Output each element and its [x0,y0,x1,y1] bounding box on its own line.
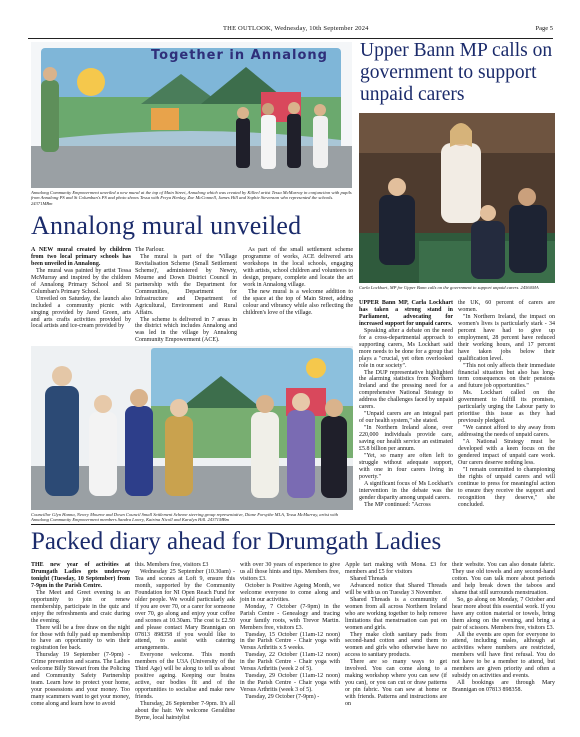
mural-headline: Annalong mural unveiled [31,211,302,240]
paragraph: The new mural is a welcome addition to the space at the top of Main Street, adding colour and vibrancy while also reflecting the children's love of the village. [243,288,353,316]
paragraph: Thursday, 26 September 7-9pm. It's all about the hair. We welcome Geraldine Byrne, local hairstylist [135,701,235,721]
subheading: Shared Threads [350,575,388,582]
paragraph: The Meet and Greet evening is an opportunity to join or renew membership, participate in the quiz and enjoy the refreshments and craic during the evening. [31,589,130,624]
group-photo-graphic [31,346,353,510]
drumgath-col4 [345,562,447,708]
paragraph: "Yet, so many are often left to struggle without adequate support, with one in four carers living in poverty." [359,452,453,480]
drumgath-lede: THE new year of activities at Drumgath Ladies gets underway tonight (Tuesday, 10 September) from 7-9pm in the Parish Centre. [31,562,130,589]
mural-lettering: Together in Annalong [151,48,328,63]
drumgath-headline: Packed diary ahead for Drumgath Ladies [31,528,442,555]
paragraph: "In Northern Ireland, the impact on women's lives is particularly stark - 34 percent have had to give up employment, 28 percent have reduced their working hours, and 17 percent have taken jobs below their qualification level. [458,313,555,362]
paragraph: "Unpaid carers are an integral part of our health system," she stated. [359,411,453,425]
paragraph: with over 30 years of experience to give us all those hints and tips. Members free, visitors £3. [240,562,340,582]
paragraph: their website. You can also donate fabric. They use old towels and any second-hand cotton. You can talk more about periods and help break down the taboos and shame that still surrounds menstruation. [452,562,555,596]
paragraph: Tuesday, 29 October (11am-12 noon) in the Parish Centre - Chair yoga with Versus Arthritis (week 3 of 5). [240,673,340,694]
paragraph: The MP continued: "Across [364,501,431,508]
group-photo-caption: Councillor Glyn Hanna, Newry Mourne and Down Council Small Settlement Scheme steering group representative, Diane Forsythe MLA, Tessa McMurray, artist with Annalong Community Empowerment members Sandra Lowry, Katrina Nicoll and Karalyn Hill. 24371MBm [31,512,339,523]
paragraph: "In Northern Ireland alone, over 220,000 individuals provide care, saving our health service an estimated £5.8 billion per annum. [359,425,453,453]
parliament-photo-caption: Carla Lockhart, MP for Upper Bann calls on the government to support unpaid carers. 24560MA [359,285,539,290]
drumgath-col5 [452,562,555,694]
paragraph: Ms. Lockhart called on the government to fulfill its promises, particularly urging the Labour party to prioritise this issue as they had previously pledged. [458,390,555,425]
paragraph: Apple tart making with Mona. £3 for members and £5 for visitors [345,562,447,575]
parliament-photo-graphic [359,113,555,283]
paragraph: "We cannot afford to shy away from addressing the needs of unpaid carers. [458,425,555,439]
paragraph: The DUP representative highlighted the alarming statistics from Northern Ireland and the pressing need for a comprehensive National Strategy to address the challenges faced by unpaid carers. [359,369,453,411]
paragraph: Tuesday, 29 October (7-9pm) - [245,694,320,701]
mural-article-col2 [135,247,237,344]
mural-article-col3 [243,247,353,317]
drumgath-col3 [240,562,340,701]
paragraph: Speaking after a debate on the need for a cross-departmental approach to supporting carers, Ms Lockhart said more needs to be done for a group that plays a "crucial, yet often overlooked role in our society". [359,327,453,369]
drumgath-col1 [31,562,130,708]
paragraph: The mural is part of the 'Village Revitalisation Scheme (Small Settlement Scheme)', administered by Newry, Mourne and Down District Council in partnership with the Department for Communities, Department for Infrastructure and Department of Agricultural, Environment and Rural Affairs. [135,253,237,316]
carers-article-col1 [359,300,453,509]
paragraph: The mural was painted by artist Tessa McMurray and inspired by the children of Annalong Primary School and St Columban's Primary School. [31,267,131,295]
paragraph: Advanced notice that Shared Threads will be with us on Tuesday 3 November. [345,582,447,596]
carers-article-col2 [458,300,555,509]
mural-lede: A NEW mural created by children from two local primary schools has been unveiled in Annalong. [31,247,131,267]
paragraph: this. Members free, visitors £3 [135,562,209,568]
paragraph: The Parlour. [135,247,165,253]
mural-article-col1 [31,247,131,330]
publication-line: THE OUTLOOK, Wednesday, 10th September 2024 [223,25,369,32]
mural-photo-children [31,42,352,188]
paragraph: "A National Strategy must be developed with a keen focus on the gendered impact of unpaid care work. Our carers deserve nothing less. [458,439,555,466]
paragraph: October is Positive Ageing Month, we welcome everyone to come along and join in our activities. [240,582,340,603]
paragraph: So, go along on Monday, 7 October and hear more about this essential work. If you have any cotton material or towels, bring them along on the evening, and bring a pair of scissors. Members free, visitors £3. [452,596,555,631]
paragraph: Wednesday 25 September (10.30am) - Tea and scones at Loft 9, ensure this month, supported by the Community Foundation for NI Open Reach Fund for older people. We would particularly ask if you are over 70, or a carer for someone over 70, go along and enjoy your coffee and scones at 10.30am. The cost is £2.50 and please contact Mary Brannigan on 07813 898358 if you would like to attend, to assist with catering arrangements. [135,568,235,652]
paragraph: Thursday 19 September (7-9pm) - Crime prevention and scams. The Ladies welcome Billy Stewart from the Policing and Community Safety Partnership team. Learn how to protect your home, your possessions and your money. Too many scammers want to get your money, come along and learn how to avoid [31,652,130,708]
paragraph: the UK, 60 percent of carers are women. [458,300,555,313]
paragraph: As part of the small settlement scheme programme of works, ACE delivered arts workshops in the local schools, engaging with artists, school children and volunteers to design, prepare, complete and locate the art work in Annalong village. [243,247,353,288]
parliament-photo [359,113,555,283]
mural-photo-graphic [31,42,352,188]
paragraph: They make cloth sanitary pads from second-hand cotton and send them to women and girls who otherwise have no access to sanitary products. [345,631,447,659]
paragraph: A significant focus of Ms Lockhart's intervention in the debate was the gender disparity among unpaid carers. [359,480,453,501]
page-number: Page 5 [535,25,553,32]
paragraph: Everyone welcome. This month members of the U3A (University of the Third Age) will be along to tell us about positive ageing. Keeping our brains active, our bodies fit and of the opportunities to socialise and make new friends. [135,652,235,701]
mural-photo-group [31,346,353,510]
paragraph: Shared Threads is a community of women from all across Northern Ireland who are working together to help remove limitations that menstruation can put on women and girls. [345,596,447,631]
carers-headline: Upper Bann MP calls on government to support unpaid carers [360,40,553,105]
paragraph: There will be a free draw on the night for those with fully paid up membership to have an opportunity to win their registration fee back. [31,624,130,652]
paragraph: "This not only affects their immediate financial situation but also has long-term consequences on their pensions and future job opportunities." [458,362,555,390]
drumgath-col2 [135,562,235,722]
paragraph: Tuesday, 22 October (11am-12 noon) in the Parish Centre - Chair yoga with Versus Arthritis (week 2 of 5). [240,652,340,673]
paragraph: "I remain committed to championing the rights of unpaid carers and will continue to press for meaningful action to ensure they receive the support and recognition they deserve," she concluded. [458,466,555,508]
paragraph: Monday, 7 October (7-9pm) in the Parish Centre - Genealogy and tracing your family roots, with Trevor Martin. Members free, visitors £3. [240,603,340,631]
paragraph: There are so many ways to get involved. You can come along to a making workshop where you can sew (if you can), or you can cut or draw patterns or pin fabric. You can sew at home or with friends. Patterns and instructions are on [345,659,447,708]
paragraph: The scheme is delivered in 7 areas in the district which includes Annalong and was led in the village by Annalong Community Empowerment (ACE). [135,316,237,344]
paragraph: All the events are open for everyone to attend, including males, although at activities where numbers are restricted, members will have first refusal. You do not have to be a member to attend, but members are given priority and often a subsidy on activities and events. [452,631,555,680]
mural-photo-caption: Annalong Community Empowerment unveiled a new mural at the top of Main Street, Annalong which was created by Killeel artist Tessa McMurray in conjunction with pupils from Annalong PS and St Columban's PS and photo shows Tessa with Freya Henlay, Zoe McConnell, James Hill and Sophie Stevenson who represented the schools. 24371MBm [31,190,352,206]
paragraph: Unveiled on Saturday, the launch also included a community picnic with singing provided by Jared Green, arts and arts crafts activities provided by local artists and ice-cream provided by [31,295,131,330]
section-divider [31,524,555,525]
page-header [28,24,553,39]
paragraph: All bookings are through Mary Brannigan on 07813 898358. [452,680,555,694]
carers-lede: UPPER Bann MP, Carla Lockhart has taken a strong stand in Parliament, advocating for increased support for unpaid carers. [359,300,453,327]
paragraph: Tuesday, 15 October (11am-12 noon) in the Parish Centre - Chair yoga with Versus Arthritis x 5 weeks. [240,631,340,652]
